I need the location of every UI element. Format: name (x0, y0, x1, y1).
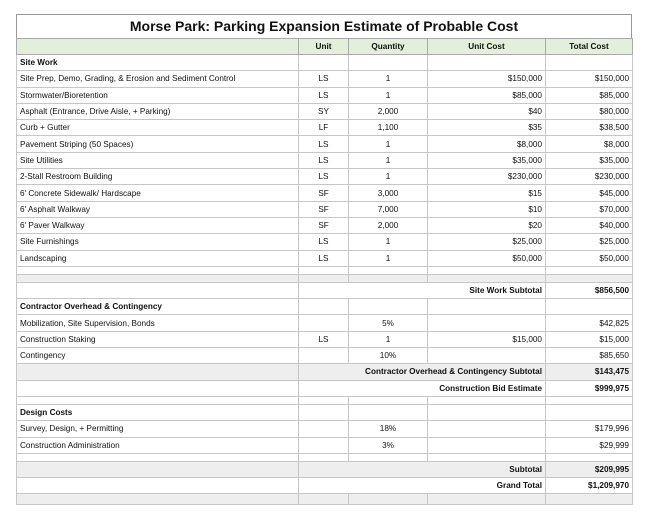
item-unit: LS (299, 152, 349, 168)
spacer-row (17, 494, 633, 505)
item-unit (299, 315, 349, 331)
item-unit-cost: $40 (428, 103, 546, 119)
item-unit: LS (299, 169, 349, 185)
section-title: Design Costs (17, 404, 299, 420)
item-unit (299, 348, 349, 364)
table-row (17, 71, 633, 87)
item-quantity: 1 (349, 169, 428, 185)
item-unit-cost: $230,000 (428, 169, 546, 185)
item-description: Contingency (17, 348, 299, 364)
empty-cell (546, 274, 633, 282)
item-unit-cost: $10 (428, 201, 546, 217)
item-quantity: 1 (349, 331, 428, 347)
table-row (17, 103, 633, 119)
item-quantity: 1 (349, 250, 428, 266)
item-description: Survey, Design, + Permitting (17, 421, 299, 437)
empty-cell (349, 55, 428, 71)
empty-cell (17, 282, 299, 298)
grand-total (17, 478, 633, 494)
item-total-cost: $150,000 (546, 71, 633, 87)
table-row (17, 421, 633, 437)
table-row (17, 201, 633, 217)
item-total-cost: $25,000 (546, 234, 633, 250)
empty-cell (349, 453, 428, 461)
item-unit-cost: $20 (428, 217, 546, 233)
item-description: Site Furnishings (17, 234, 299, 250)
item-unit: SF (299, 185, 349, 201)
item-unit: LS (299, 136, 349, 152)
item-description: Construction Staking (17, 331, 299, 347)
header-item (17, 39, 299, 55)
item-unit-cost: $35,000 (428, 152, 546, 168)
table-row (17, 120, 633, 136)
empty-cell (428, 299, 546, 315)
item-quantity: 3% (349, 437, 428, 453)
table-row (17, 87, 633, 103)
empty-cell (17, 380, 299, 396)
empty-cell (546, 404, 633, 420)
item-unit: LS (299, 331, 349, 347)
empty-cell (428, 404, 546, 420)
empty-cell (17, 453, 299, 461)
item-quantity: 1 (349, 234, 428, 250)
spacer-row (17, 274, 633, 282)
item-unit-cost: $35 (428, 120, 546, 136)
item-unit-cost: $150,000 (428, 71, 546, 87)
empty-cell (349, 274, 428, 282)
section-design (17, 404, 633, 420)
empty-cell (349, 266, 428, 274)
section-site-work (17, 55, 633, 71)
item-quantity: 18% (349, 421, 428, 437)
empty-cell (428, 266, 546, 274)
empty-cell (428, 396, 546, 404)
item-description: Asphalt (Entrance, Drive Aisle, + Parking) (17, 103, 299, 119)
item-quantity: 1 (349, 87, 428, 103)
item-description: Site Prep, Demo, Grading, & Erosion and Sediment Control (17, 71, 299, 87)
site-work-subtotal-value: $856,500 (546, 282, 633, 298)
item-total-cost: $179,996 (546, 421, 633, 437)
item-description: Site Utilities (17, 152, 299, 168)
table-row (17, 437, 633, 453)
table-row (17, 169, 633, 185)
estimate-sheet (16, 14, 632, 505)
item-total-cost: $85,000 (546, 87, 633, 103)
empty-cell (299, 404, 349, 420)
item-total-cost: $29,999 (546, 437, 633, 453)
item-quantity: 2,000 (349, 103, 428, 119)
empty-cell (546, 55, 633, 71)
header-total-cost: Total Cost (546, 39, 633, 55)
item-unit (299, 421, 349, 437)
item-description: Curb + Gutter (17, 120, 299, 136)
item-total-cost: $45,000 (546, 185, 633, 201)
overhead-subtotal-label: Contractor Overhead & Contingency Subtotal (299, 364, 546, 380)
item-total-cost: $38,500 (546, 120, 633, 136)
empty-cell (546, 299, 633, 315)
item-description: Construction Administration (17, 437, 299, 453)
item-total-cost: $42,825 (546, 315, 633, 331)
empty-cell (428, 55, 546, 71)
design-subtotal-label: Subtotal (299, 461, 546, 477)
item-total-cost: $230,000 (546, 169, 633, 185)
item-unit: LF (299, 120, 349, 136)
empty-cell (546, 396, 633, 404)
empty-cell (428, 274, 546, 282)
item-unit-cost: $15 (428, 185, 546, 201)
item-description: Mobilization, Site Supervision, Bonds (17, 315, 299, 331)
item-unit-cost: $85,000 (428, 87, 546, 103)
item-quantity: 3,000 (349, 185, 428, 201)
table-row (17, 152, 633, 168)
item-quantity: 2,000 (349, 217, 428, 233)
empty-cell (299, 266, 349, 274)
item-unit-cost (428, 437, 546, 453)
header-quantity: Quantity (349, 39, 428, 55)
empty-cell (349, 299, 428, 315)
empty-cell (428, 494, 546, 505)
header-unit: Unit (299, 39, 349, 55)
item-description: 2-Stall Restroom Building (17, 169, 299, 185)
section-title: Contractor Overhead & Contingency (17, 299, 299, 315)
empty-cell (299, 494, 349, 505)
item-unit (299, 437, 349, 453)
item-total-cost: $40,000 (546, 217, 633, 233)
item-description: 6' Paver Walkway (17, 217, 299, 233)
empty-cell (349, 396, 428, 404)
table-row (17, 315, 633, 331)
table-row (17, 331, 633, 347)
empty-cell (299, 396, 349, 404)
grand-total-value: $1,209,970 (546, 478, 633, 494)
item-total-cost: $35,000 (546, 152, 633, 168)
item-description: Landscaping (17, 250, 299, 266)
empty-cell (17, 396, 299, 404)
table-row (17, 234, 633, 250)
empty-cell (17, 364, 299, 380)
overhead-subtotal-value: $143,475 (546, 364, 633, 380)
item-quantity: 7,000 (349, 201, 428, 217)
item-unit-cost: $25,000 (428, 234, 546, 250)
item-total-cost: $70,000 (546, 201, 633, 217)
item-quantity: 1 (349, 152, 428, 168)
table-row (17, 217, 633, 233)
item-unit-cost (428, 348, 546, 364)
item-unit-cost: $8,000 (428, 136, 546, 152)
item-unit: SF (299, 217, 349, 233)
header-unit-cost: Unit Cost (428, 39, 546, 55)
empty-cell (17, 478, 299, 494)
estimate-table (16, 38, 633, 505)
item-unit: LS (299, 250, 349, 266)
item-quantity: 1 (349, 136, 428, 152)
empty-cell (17, 494, 299, 505)
item-total-cost: $85,650 (546, 348, 633, 364)
item-total-cost: $50,000 (546, 250, 633, 266)
item-total-cost: $8,000 (546, 136, 633, 152)
empty-cell (546, 453, 633, 461)
empty-cell (349, 494, 428, 505)
item-unit-cost (428, 315, 546, 331)
empty-cell (299, 274, 349, 282)
empty-cell (349, 404, 428, 420)
grand-total-label: Grand Total (299, 478, 546, 494)
site-work-subtotal (17, 282, 633, 298)
sheet-title: Morse Park: Parking Expansion Estimate of Probable Cost (16, 14, 632, 38)
item-unit: LS (299, 71, 349, 87)
empty-cell (546, 266, 633, 274)
empty-cell (299, 299, 349, 315)
table-row (17, 136, 633, 152)
construction-bid-estimate-value: $999,975 (546, 380, 633, 396)
item-description: 6' Asphalt Walkway (17, 201, 299, 217)
spacer-row (17, 453, 633, 461)
spacer-row (17, 266, 633, 274)
item-quantity: 1,100 (349, 120, 428, 136)
empty-cell (17, 274, 299, 282)
item-unit-cost: $15,000 (428, 331, 546, 347)
header-row (17, 39, 633, 55)
item-total-cost: $80,000 (546, 103, 633, 119)
empty-cell (299, 453, 349, 461)
empty-cell (17, 266, 299, 274)
design-subtotal (17, 461, 633, 477)
section-title: Site Work (17, 55, 299, 71)
item-unit: LS (299, 87, 349, 103)
item-unit: SF (299, 201, 349, 217)
table-row (17, 185, 633, 201)
empty-cell (299, 55, 349, 71)
item-quantity: 10% (349, 348, 428, 364)
construction-bid-estimate (17, 380, 633, 396)
site-work-subtotal-label: Site Work Subtotal (299, 282, 546, 298)
spacer-row (17, 396, 633, 404)
section-overhead (17, 299, 633, 315)
item-unit: SY (299, 103, 349, 119)
empty-cell (428, 453, 546, 461)
item-total-cost: $15,000 (546, 331, 633, 347)
item-unit: LS (299, 234, 349, 250)
item-quantity: 5% (349, 315, 428, 331)
item-description: Pavement Striping (50 Spaces) (17, 136, 299, 152)
item-description: 6' Concrete Sidewalk/ Hardscape (17, 185, 299, 201)
empty-cell (546, 494, 633, 505)
empty-cell (17, 461, 299, 477)
item-quantity: 1 (349, 71, 428, 87)
design-subtotal-value: $209,995 (546, 461, 633, 477)
table-row (17, 250, 633, 266)
item-unit-cost (428, 421, 546, 437)
construction-bid-estimate-label: Construction Bid Estimate (299, 380, 546, 396)
item-description: Stormwater/Bioretention (17, 87, 299, 103)
item-unit-cost: $50,000 (428, 250, 546, 266)
table-row (17, 348, 633, 364)
overhead-subtotal (17, 364, 633, 380)
